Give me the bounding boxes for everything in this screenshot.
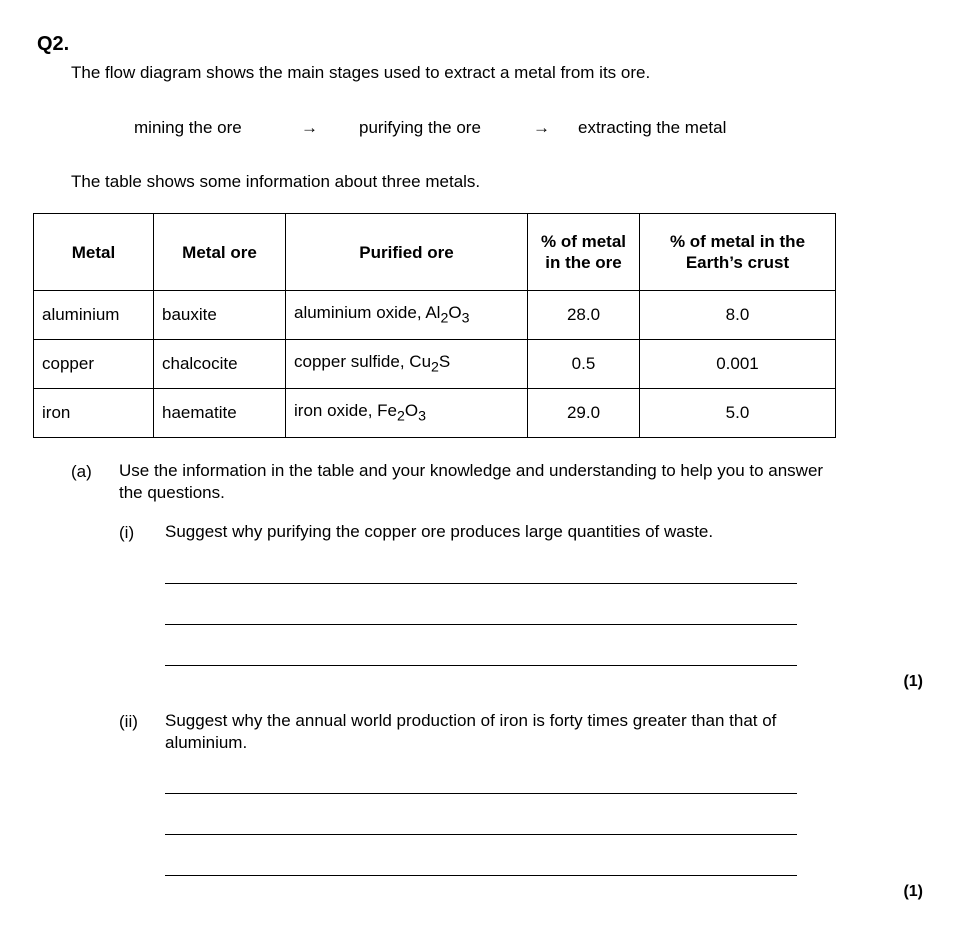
cell-pct-crust: 8.0 [640, 291, 836, 340]
cell-metal: iron [34, 389, 154, 438]
part-a-text: Use the information in the table and your knowledge and understanding to help you to answer the questions. [119, 461, 824, 502]
part-a-i-text: Suggest why purifying the copper ore produces large quantities of waste. [165, 522, 714, 541]
flow-arrow-1: → [301, 118, 318, 137]
cell-ore: chalcocite [154, 340, 286, 389]
answer-line[interactable] [165, 834, 797, 835]
question-intro: The flow diagram shows the main stages used to extract a metal from its ore. [71, 63, 651, 82]
part-a-label: (a) [71, 462, 92, 481]
table-row [34, 291, 836, 340]
answer-line[interactable] [165, 624, 797, 625]
cell-ore: haematite [154, 389, 286, 438]
cell-pct-ore: 0.5 [528, 340, 640, 389]
flow-arrow-2: → [533, 118, 550, 137]
table-row [34, 389, 836, 438]
cell-purified-ore: aluminium oxide, $Al_2O_3$ [286, 291, 528, 340]
cell-ore: bauxite [154, 291, 286, 340]
header-pct-crust: % of metal in the Earth’s crust [640, 214, 836, 291]
answer-line[interactable] [165, 875, 797, 876]
flow-stage-mining: mining the ore [134, 118, 242, 137]
header-metal-ore: Metal ore [154, 214, 286, 291]
metals-table [33, 213, 836, 438]
part-a-ii-text: Suggest why the annual world production of iron is forty times greater than that of aluminium. [165, 711, 777, 752]
flow-stage-purifying: purifying the ore [359, 118, 481, 137]
table-row [34, 340, 836, 389]
cell-pct-ore: 28.0 [528, 291, 640, 340]
cell-purified-ore: iron oxide, $Fe_2O_3$ [286, 389, 528, 438]
formula: $Fe_2O_3$ [377, 401, 426, 425]
table-intro: The table shows some information about three metals. [71, 172, 481, 191]
header-purified-ore: Purified ore [286, 214, 528, 291]
header-pct-ore: % of metal in the ore [528, 214, 640, 291]
answer-line[interactable] [165, 665, 797, 666]
answer-line[interactable] [165, 583, 797, 584]
formula: $Al_2O_3$ [425, 303, 470, 327]
cell-metal: copper [34, 340, 154, 389]
answer-line[interactable] [165, 793, 797, 794]
part-a-i-label: (i) [119, 523, 135, 542]
table-header-row [34, 214, 836, 291]
header-metal: Metal [34, 214, 154, 291]
part-a-ii-label: (ii) [119, 712, 138, 731]
flow-stage-extracting: extracting the metal [578, 118, 727, 137]
marks-a-ii: (1) [903, 883, 923, 900]
cell-pct-crust: 5.0 [640, 389, 836, 438]
question-number: Q2. [37, 33, 70, 55]
formula: $Cu_2S$ [409, 352, 451, 376]
cell-pct-crust: 0.001 [640, 340, 836, 389]
marks-a-i: (1) [903, 673, 923, 690]
cell-metal: aluminium [34, 291, 154, 340]
cell-purified-ore: copper sulfide, $Cu_2S$ [286, 340, 528, 389]
cell-pct-ore: 29.0 [528, 389, 640, 438]
